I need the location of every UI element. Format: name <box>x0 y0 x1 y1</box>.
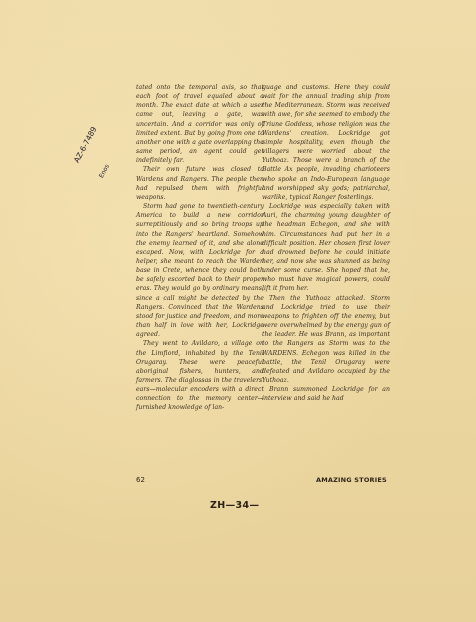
left-column <box>136 83 264 413</box>
paragraph: Lockridge was especially taken with Auri, the charming young daughter of the headman Echegon, and she with him. Circumstances had put her in a difficult position. Her chosen first lover had drowned before he could initiate her, and now she was shunned as being under some curse. She hoped that he, who must have magical powers, could lift it from her. <box>262 203 390 293</box>
handwritten-code: AZ-6-7489 <box>72 125 99 165</box>
right-column <box>262 83 390 403</box>
paragraph: Their own future was closed to Wardens and Rangers. The people then had repulsed them with frightful weapons. <box>136 166 264 201</box>
page-number: 62 <box>136 476 145 484</box>
page-code: ZH—34— <box>210 500 260 511</box>
paragraph: tated onto the temporal axis, so that each foot of travel equaled about a month. The exact date at which a user came out, leaving a gate, was uncertain. And a corridor was only of limited extent. But by going from one to another one with a gate overlapping the same period, an agent could get indefinitely far. <box>136 84 264 165</box>
magazine-name: AMAZING STORIES <box>316 476 387 484</box>
handwritten-initials: Enos <box>98 163 111 180</box>
paragraph: Then the Yuthoaz attacked. Storm and Lockridge tried to use their weapons to frighten off the enemy, but were overwhelmed by the energy gun of the leader. He was Brann, as important to the Rangers as Storm was to the WARDENS. Echegon was killed in the battle, the Tenil Orugaray were defeated and Avildaro occupied by the Yuthoaz. <box>262 294 390 384</box>
paragraph: Brann summoned Lockridge for an interview and said he had <box>262 386 390 403</box>
paragraph: Storm had gone to twentieth-century America to build a new corridor surreptitiously and so bring troops up into the Rangers' heartland. Somehow the enemy learned of it, and she alone escaped. Now, with Lockridge for a helper, she meant to reach the Warden base in Crete, whence they could both be safely escorted back to their proper eras. They would go by ordinary means, since a call might be detected by the Rangers. Convinced that the Wardens stood for justice and freedom, and more than half in love with her, Lockridge agreed. <box>136 203 264 339</box>
paragraph: guage and customs. Here they could wait for the annual trading ship from the Mediterranean. Storm was received with awe, for she seemed to embody the Triune Goddess, whose religion was the Wardens' creation. Lockridge got simple hospitality, even though the villagers were worried about the Yuthoaz. Those were a branch of the Battle Ax people, invading charioteers who spoke an Indo-European language and worshipped sky gods; patriarchal, warlike, typical Ranger fosterlings. <box>262 84 390 201</box>
paragraph: They went to Avildaro, a village on the Limfiord, inhabited by the Tenil Orugaray. These were peaceful aboriginal fishers, hunters, and farmers. The diaglossas in the travelers' ears—molecular encoders with a direct connection to the memory center—furnished knowledge of lan- <box>136 340 264 412</box>
